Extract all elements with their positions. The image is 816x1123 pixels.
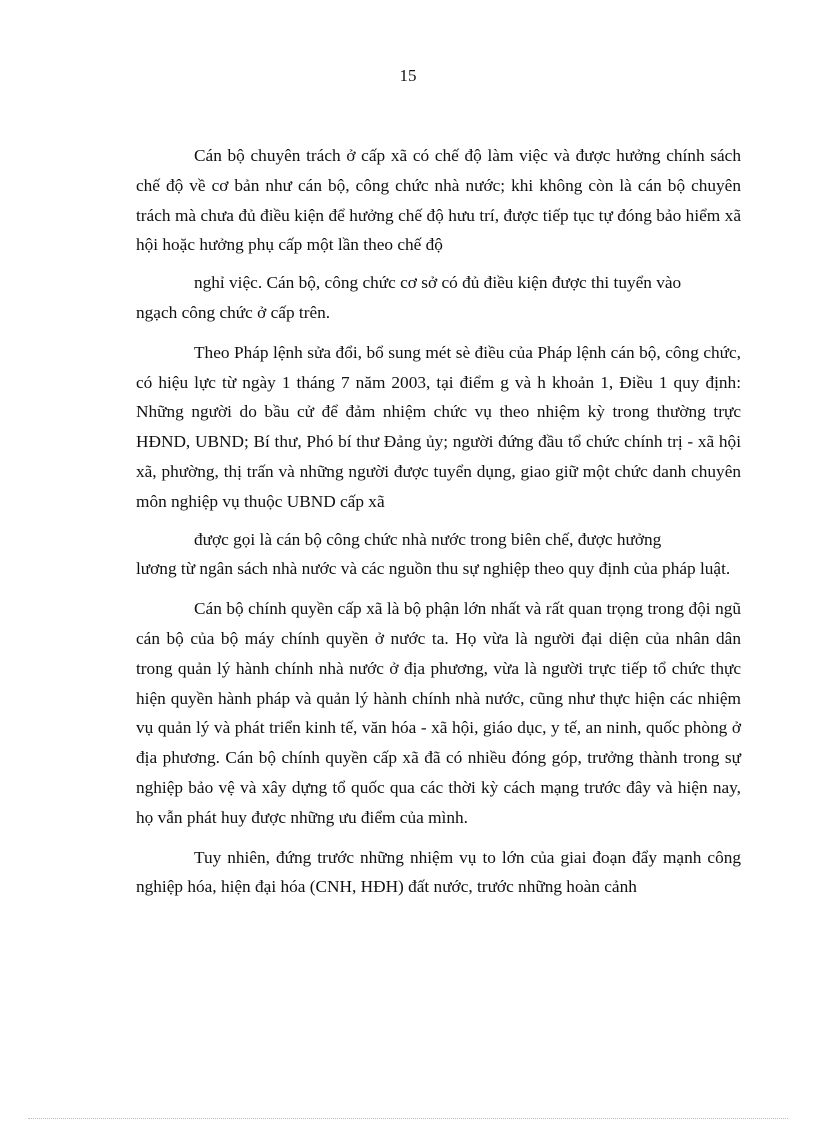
page-number: 15 <box>399 66 417 85</box>
paragraph-1-part-1: Cán bộ chuyên trách ở cấp xã có chế độ làm việc và được hưởng chính sách chế độ về cơ bản như cán bộ, công chức nhà nước; khi không còn là cán bộ chuyên trách mà chưa đủ điều kiện để hưởng chế độ hưu trí, được tiếp tục tự đóng bảo hiểm xã hội hoặc hưởng phụ cấp một lần theo chế độ <box>136 146 741 255</box>
paragraph-3 <box>136 594 741 832</box>
paragraph-2-part-2: được gọi là cán bộ công chức nhà nước trong biên chế, được hưởng <box>194 529 662 549</box>
paragraph-4-text: Tuy nhiên, đứng trước những nhiệm vụ to lớn của giai đoạn đẩy mạnh công nghiệp hóa, hiện đại hóa (CNH, HĐH) đất nước, trước những hoàn cảnh <box>136 847 741 897</box>
paragraph-2 <box>136 338 741 584</box>
paragraph-2-part-3: lương từ ngân sách nhà nước và các nguồn thu sự nghiệp theo quy định của pháp luật. <box>136 559 731 579</box>
paragraph-1-part-2: nghỉ việc. Cán bộ, công chức cơ sở có đủ điều kiện được thi tuyển vào <box>194 273 682 293</box>
paragraph-3-text: Cán bộ chính quyền cấp xã là bộ phận lớn nhất và rất quan trọng trong đội ngũ cán bộ của bộ máy chính quyền ở nước ta. Họ vừa là người đại diện của nhân dân trong quản lý hành chính nhà nước ở địa phương, vừa là người trực tiếp tổ chức thực hiện quyền hành pháp và quản lý hành chính nhà nước, cũng như thực hiện các nhiệm vụ quản lý và phát triển kinh tế, văn hóa - xã hội, giáo dục, y tế, an ninh, quốc phòng ở địa phương. Cán bộ chính quyền cấp xã đã có nhiều đóng góp, trưởng thành trong sự nghiệp bảo vệ và xây dựng tổ quốc qua các thời kỳ cách mạng trước đây và hiện nay, họ vẫn phát huy được những ưu điểm của mình. <box>136 599 741 827</box>
paragraph-1 <box>136 141 741 328</box>
paragraph-1-part-3: ngạch công chức ở cấp trên. <box>136 302 331 322</box>
paragraph-2-part-1: Theo Pháp lệnh sửa đổi, bổ sung mét sè điều của Pháp lệnh cán bộ, công chức, có hiệu lực từ ngày 1 tháng 7 năm 2003, tại điểm g và h khoản 1, Điều 1 quy định: Những người do bầu cử để đảm nhiệm chức vụ theo nhiệm kỳ trong thường trực HĐND, UBND; Bí thư, Phó bí thư Đảng ủy; người đứng đầu tổ chức chính trị - xã hội xã, phường, thị trấn và những người được tuyển dụng, giao giữ một chức danh chuyên môn nghiệp vụ thuộc UBND cấp xã <box>136 342 741 511</box>
page-bottom-divider <box>28 1118 788 1119</box>
document-body <box>136 141 741 912</box>
paragraph-4 <box>136 843 741 903</box>
